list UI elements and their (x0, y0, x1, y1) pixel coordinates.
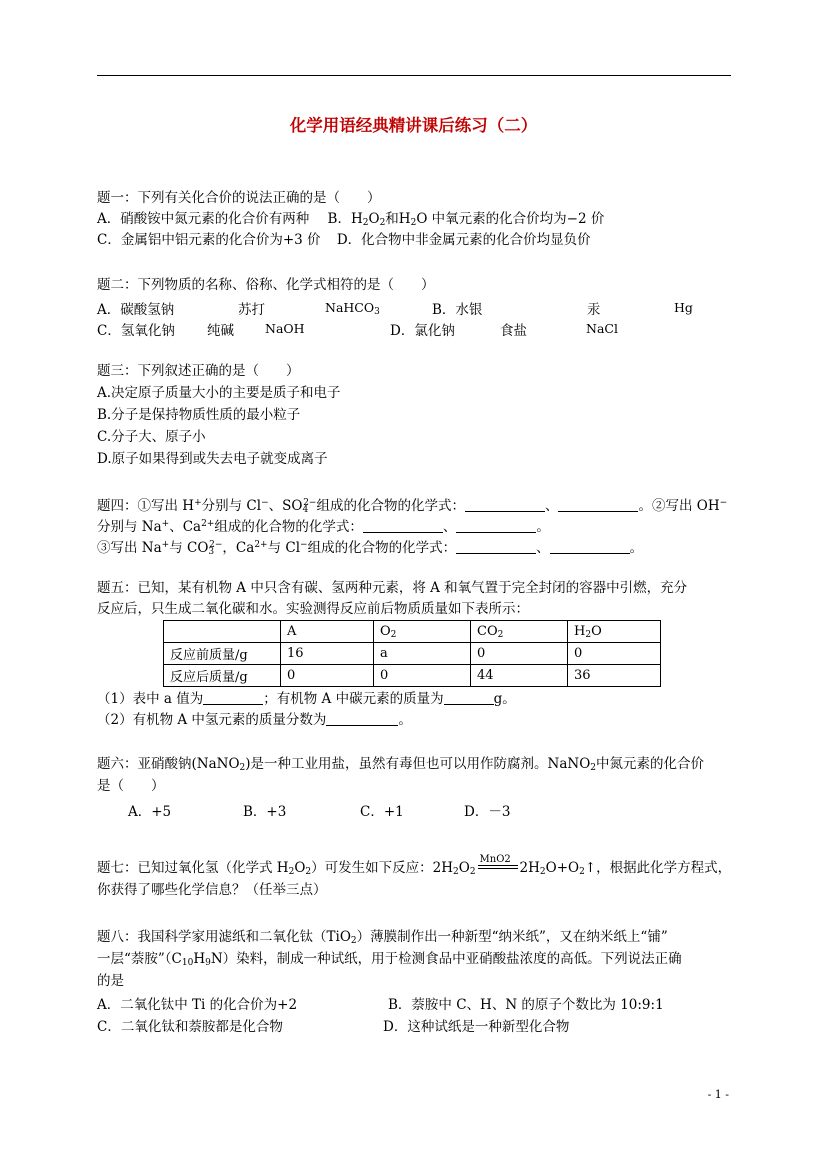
q2-a-name: A．碳酸氢钠 (97, 302, 175, 318)
q2-b-name: B．水银 (432, 302, 483, 318)
table-cell: 16 (281, 643, 374, 665)
table-row (164, 665, 661, 687)
page-number: - 1 - (707, 1088, 729, 1101)
table-cell: 反应前质量/g (164, 643, 281, 665)
table-header-cell: A (281, 621, 374, 643)
table-cell: 反应后质量/g (164, 665, 281, 687)
q7-line-1: 题七：已知过氧化氢（化学式 $H_2O_2$）可发生如下反应：$2H_2O_2$ MnO2 $2H_2O+O_2↑$，根据此化学方程式， (97, 856, 731, 882)
q7-line-2: 你获得了哪些化学信息？（任举三点） (97, 882, 327, 898)
table-cell: a (374, 643, 471, 665)
table-cell: 36 (568, 665, 661, 687)
q8-line-3: 的是 (97, 973, 124, 989)
q1-option-a: A．硝酸铵中氮元素的化合价有两种 (97, 211, 310, 227)
q2-c-name: C．氢氧化钠 (97, 323, 175, 339)
q6-line-1: 题六：亚硝酸钠(NaNO$_2$)是一种工业用盐，虽然有毒但也可以用作防腐剂。NaNO$_2$中氮元素的化合价 (97, 756, 704, 773)
table-cell: 0 (374, 665, 471, 687)
table-row (164, 643, 661, 665)
header-rule (97, 75, 731, 76)
q6-option-c: C．+1 (360, 804, 404, 820)
q5-line-2: 反应后，只生成二氧化碳和水。实验测得反应前后物质质量如下表所示： (97, 601, 529, 617)
q8-option-c: C．二氧化钛和萘胺都是化合物 (97, 1019, 283, 1035)
mass-table (163, 620, 661, 687)
table-cell: 0 (281, 665, 374, 687)
q1-option-b: B．$H_2O_2$和$H_2O$ 中氧元素的化合价均为−2 价 (327, 211, 605, 228)
q4-line-2: 分别与 Na+、$Ca^{2+}$组成的化合物的化学式： 、 。 (97, 519, 550, 535)
q6-option-a: A．+5 (128, 804, 172, 820)
table-header-cell: $CO_2$ (471, 621, 568, 643)
q5-part-1: （1）表中 a 值为 ；有机物 A 中碳元素的质量为 g。 (97, 691, 516, 707)
q3-option-d: D.原子如果得到或失去电子就变成离子 (97, 451, 328, 467)
q2-stem: 题二：下列物质的名称、俗称、化学式相符的是（ ） (97, 277, 435, 293)
q2-b-common: 汞 (587, 302, 601, 318)
q6-option-d: D．－3 (464, 804, 511, 820)
q5-blank-a[interactable] (203, 692, 263, 705)
q2-a-formula: NaHCO$_3$ (325, 300, 380, 317)
q1-option-d: D．化合物中非金属元素的化合价均显负价 (336, 232, 591, 248)
q3-option-b: B.分子是保持物质性质的最小粒子 (97, 407, 301, 423)
q8-option-d: D．这种试纸是一种新型化合物 (383, 1019, 570, 1035)
q5-line-1: 题五：已知，某有机物 A 中只含有碳、氢两种元素，将 A 和氧气置于完全封闭的容器中引燃，充分 (97, 580, 688, 596)
q1-stem: 题一：下列有关化合价的说法正确的是（ ） (97, 190, 381, 206)
q3-option-a: A.决定原子质量大小的主要是质子和电子 (97, 385, 341, 401)
table-cell: 44 (471, 665, 568, 687)
q2-d-common: 食盐 (500, 323, 527, 339)
q2-c-formula: NaOH (265, 321, 305, 336)
q8-option-a: A．二氧化钛中 Ti 的化合价为+2 (97, 997, 298, 1013)
q8-line-1: 题八：我国科学家用滤纸和二氧化钛（TiO$_2$）薄膜制作出一种新型“纳米纸”，又在纳米纸上“铺” (97, 929, 668, 946)
q5-blank-hydrogen[interactable] (326, 713, 398, 726)
q4-blank-2[interactable] (558, 499, 638, 512)
table-header-row (164, 621, 661, 643)
q1-option-c: C．金属铝中铝元素的化合价为+3 价 (97, 232, 321, 248)
q8-option-b: B．萘胺中 C、H、N 的原子个数比为 10:9:1 (388, 997, 664, 1013)
q5-blank-carbon[interactable] (444, 692, 494, 705)
q4-blank-3[interactable] (363, 520, 443, 533)
q4-line-3: ③写出 Na+与 $CO_3^{2-}$，$Ca^{2+}$与 Cl−组成的化合物的化学式： 、 。 (97, 540, 644, 557)
q2-b-formula: Hg (674, 300, 693, 315)
q4-blank-1[interactable] (465, 499, 545, 512)
table-header-cell (164, 621, 281, 643)
q2-d-formula: NaCl (586, 321, 618, 336)
equilibrium-sign (476, 856, 520, 876)
q2-d-name: D．氯化钠 (390, 323, 455, 339)
q4-blank-5[interactable] (456, 541, 536, 554)
q3-stem: 题三：下列叙述正确的是（ ） (97, 363, 300, 379)
table-cell: 0 (471, 643, 568, 665)
q4-blank-4[interactable] (456, 520, 536, 533)
q8-line-2: 一层“萘胺$”(C_{10}H_9N)$染料，制成一种试纸，用于检测食品中亚硝酸盐浓度的高低。下列说法正确 (97, 951, 682, 968)
q2-c-common: 纯碱 (207, 323, 234, 339)
q3-option-c: C.分子大、原子小 (97, 429, 206, 445)
q6-option-b: B．+3 (243, 804, 287, 820)
q2-a-common: 苏打 (238, 302, 265, 318)
table-cell: 0 (568, 643, 661, 665)
table-header-cell: $H_2O$ (568, 621, 661, 643)
page-title: 化学用语经典精讲课后练习（二） (289, 116, 538, 135)
catalyst-label: MnO2 (479, 854, 511, 865)
q4-blank-6[interactable] (550, 541, 630, 554)
q4-line-1: 题四：①写出 H+分别与 Cl−、$SO_4^{2-}$组成的化合物的化学式： 、 。②写出 OH− (97, 498, 728, 515)
table-header-cell: $O_2$ (374, 621, 471, 643)
q1-line-cd (97, 230, 591, 250)
q5-part-2: （2）有机物 A 中氢元素的质量分数为 。 (97, 712, 412, 728)
q6-line-2: 是（ ） (97, 778, 165, 794)
